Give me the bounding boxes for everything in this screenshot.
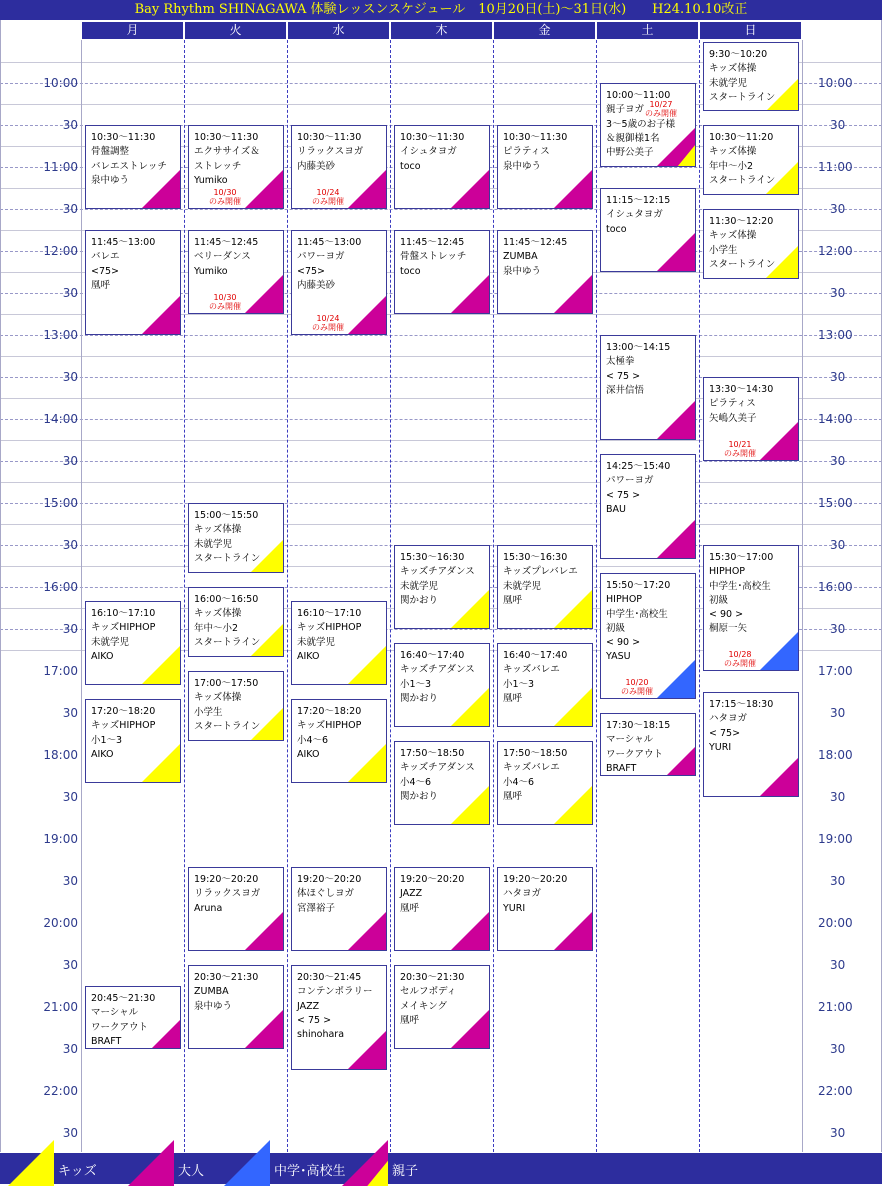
kids-corner-marker: [554, 590, 592, 628]
legend-adult-icon: [128, 1140, 174, 1186]
grid-line: [0, 356, 882, 357]
lesson-text: 17:30～18:15 マーシャル ワークアウト BRAFT: [606, 720, 671, 774]
lesson-text: 17:50～18:50 キッズバレエ 小4～6 凰呼: [503, 748, 568, 802]
lesson-card[interactable]: [394, 643, 490, 727]
lesson-card[interactable]: [291, 699, 387, 783]
time-label: 30: [62, 622, 78, 636]
time-label: 16:00: [43, 580, 78, 594]
adult-corner-marker: [657, 520, 695, 558]
lesson-text: 17:20～18:20 キッズHIPHOP 小4～6 AIKO: [297, 706, 362, 760]
lesson-card[interactable]: [703, 42, 799, 111]
time-label: 30: [62, 706, 78, 720]
lesson-card[interactable]: [85, 601, 181, 685]
grid-line: [0, 335, 882, 336]
lesson-card[interactable]: [703, 209, 799, 279]
kids-corner-marker: [766, 246, 798, 278]
lesson-card[interactable]: [188, 125, 284, 209]
lesson-text: 14:25～15:40 パワーヨガ < 75 > BAU: [606, 461, 671, 515]
lesson-card[interactable]: [188, 503, 284, 573]
one-day-only-note: 10/27 のみ開催: [645, 100, 677, 118]
lesson-card[interactable]: [600, 188, 696, 272]
time-label: 20:00: [818, 916, 853, 930]
lesson-card[interactable]: [497, 741, 593, 825]
lesson-card[interactable]: [497, 545, 593, 629]
time-label: 30: [62, 118, 78, 132]
time-label: 15:00: [818, 496, 853, 510]
time-label: 30: [830, 538, 846, 552]
lesson-card[interactable]: [85, 699, 181, 783]
kids-corner-marker: [142, 646, 180, 684]
time-label: 30: [830, 1126, 846, 1140]
time-label: 30: [62, 538, 78, 552]
adult-corner-marker: [667, 747, 695, 775]
lesson-text: 20:30～21:45 コンテンポラリー JAZZ < 75 > shinohara: [297, 972, 373, 1041]
legend-label: キッズ: [58, 1164, 97, 1179]
lesson-text: 20:30～21:30 ZUMBA 泉中ゆう: [194, 972, 259, 1012]
lesson-text: 10:30～11:30 ピラティス 泉中ゆう: [503, 132, 568, 172]
kids-corner-marker: [767, 79, 798, 110]
adult-corner-marker: [554, 912, 592, 950]
kids-corner-marker: [251, 708, 283, 740]
lesson-card[interactable]: [703, 377, 799, 461]
lesson-text: 16:40～17:40 キッズバレエ 小1～3 凰呼: [503, 650, 568, 704]
time-label: 30: [62, 202, 78, 216]
time-label: 30: [830, 454, 846, 468]
lesson-text: 15:30～17:00 HIPHOP 中学生･高校生 初級 < 90 > 桐原一矢: [709, 552, 774, 635]
column-line: [81, 40, 82, 1152]
lesson-card[interactable]: [291, 230, 387, 335]
kids-corner-marker: [251, 540, 283, 572]
lesson-text: 16:40～17:40 キッズチアダンス 小1～3 関かおり: [400, 650, 475, 704]
time-label: 30: [62, 286, 78, 300]
column-line: [493, 40, 494, 1152]
time-label: 30: [830, 1042, 846, 1056]
one-day-only-note: 10/21 のみ開催: [724, 440, 756, 458]
adult-corner-marker: [451, 912, 489, 950]
lesson-card[interactable]: [394, 230, 490, 314]
lesson-card[interactable]: [188, 965, 284, 1049]
one-day-only-note: 10/30 のみ開催: [209, 293, 241, 311]
page-title: Bay Rhythm SHINAGAWA 体験レッスンスケジュール 10月20日(土)～31日(水) H24.10.10改正: [134, 2, 748, 17]
time-label: 30: [62, 790, 78, 804]
day-header: 火: [185, 22, 286, 39]
time-label: 30: [62, 1042, 78, 1056]
lesson-text: 15:50～17:20 HIPHOP 中学生･高校生 初級 < 90 > YASU: [606, 580, 671, 663]
lesson-card[interactable]: [188, 587, 284, 657]
kids-corner-marker: [348, 646, 386, 684]
lesson-card[interactable]: [600, 335, 696, 440]
time-label: 30: [830, 370, 846, 384]
lesson-card[interactable]: [394, 545, 490, 629]
time-label: 21:00: [818, 1000, 853, 1014]
lesson-text: 10:30～11:30 リラックスヨガ 内藤美砂: [297, 132, 364, 172]
lesson-card[interactable]: [394, 867, 490, 951]
adult-corner-marker: [554, 170, 592, 208]
time-label: 30: [62, 454, 78, 468]
lesson-card[interactable]: [703, 692, 799, 797]
lesson-text: 19:20～20:20 ハタヨガ YURI: [503, 874, 568, 914]
day-header: 日: [700, 22, 801, 39]
lesson-card[interactable]: [394, 965, 490, 1049]
time-label: 30: [830, 790, 846, 804]
adult-corner-marker: [657, 401, 695, 439]
lesson-text: 13:00～14:15 太極拳 < 75 > 深井信悟: [606, 342, 671, 396]
time-label: 13:00: [818, 328, 853, 342]
grid-line: [0, 524, 882, 525]
time-label: 30: [830, 958, 846, 972]
time-label: 30: [830, 118, 846, 132]
lesson-card[interactable]: [600, 573, 696, 699]
time-label: 10:00: [818, 76, 853, 90]
lesson-text: 15:30～16:30 キッズチアダンス 未就学児 関かおり: [400, 552, 475, 606]
column-line: [596, 40, 597, 1152]
time-label: 13:00: [43, 328, 78, 342]
lesson-card[interactable]: [703, 125, 799, 195]
time-label: 11:00: [818, 160, 853, 174]
time-label: 30: [830, 286, 846, 300]
time-label: 30: [62, 874, 78, 888]
time-label: 12:00: [818, 244, 853, 258]
kids-corner-marker: [451, 786, 489, 824]
time-label: 17:00: [818, 664, 853, 678]
lesson-text: 13:30～14:30 ピラティス 矢嶋久美子: [709, 384, 774, 424]
lesson-card[interactable]: [188, 671, 284, 741]
adult-corner-marker: [657, 233, 695, 271]
lesson-card[interactable]: [85, 125, 181, 209]
lesson-text: 16:00～16:50 キッズ体操 年中～小2 スタートライン: [194, 594, 261, 648]
kids-corner-marker: [766, 162, 798, 194]
one-day-only-note: 10/28 のみ開催: [724, 650, 756, 668]
lesson-text: 11:30～12:20 キッズ体操 小学生 スタートライン: [709, 216, 776, 270]
day-header: 月: [82, 22, 183, 39]
time-label: 30: [62, 1126, 78, 1140]
time-label: 18:00: [43, 748, 78, 762]
lesson-text: 11:45～12:45 ベリーダンス Yumiko: [194, 237, 259, 277]
lesson-text: 10:30～11:20 キッズ体操 年中～小2 スタートライン: [709, 132, 776, 186]
adult-corner-marker: [348, 912, 386, 950]
adult-corner-marker: [554, 275, 592, 313]
lesson-text: 10:30～11:30 骨盤調整 バレエストレッチ 泉中ゆう: [91, 132, 167, 186]
time-label: 22:00: [43, 1084, 78, 1098]
one-day-only-note: 10/30 のみ開催: [209, 188, 241, 206]
lesson-card[interactable]: [188, 867, 284, 951]
lesson-card[interactable]: [497, 230, 593, 314]
lesson-card[interactable]: [291, 965, 387, 1070]
time-label: 20:00: [43, 916, 78, 930]
lesson-text: 16:10～17:10 キッズHIPHOP 未就学児 AIKO: [91, 608, 156, 662]
lesson-card[interactable]: [85, 230, 181, 335]
column-line: [184, 40, 185, 1152]
adult-corner-marker: [348, 1031, 386, 1069]
time-label: 30: [62, 370, 78, 384]
lesson-text: 19:20～20:20 JAZZ 凰呼: [400, 874, 465, 914]
time-label: 10:00: [43, 76, 78, 90]
time-label: 15:00: [43, 496, 78, 510]
lesson-text: 15:00～15:50 キッズ体操 未就学児 スタートライン: [194, 510, 261, 564]
lesson-text: 10:00～11:00 親子ヨガ 3～5歳のお子様 ＆親御様1名 中野公美子: [606, 90, 676, 159]
lesson-card[interactable]: [703, 545, 799, 671]
time-label: 30: [830, 874, 846, 888]
legend-kids-icon: [8, 1140, 54, 1186]
lesson-card[interactable]: [497, 643, 593, 727]
column-line: [287, 40, 288, 1152]
lesson-text: 11:45～12:45 骨盤ストレッチ toco: [400, 237, 467, 277]
time-label: 30: [830, 706, 846, 720]
kids-corner-marker: [142, 744, 180, 782]
lesson-text: 17:15～18:30 ハタヨガ < 75> YURI: [709, 699, 774, 753]
lesson-card[interactable]: [497, 867, 593, 951]
lesson-text: 15:30～16:30 キッズプレバレエ 未就学児 凰呼: [503, 552, 578, 606]
adult-corner-marker: [451, 1010, 489, 1048]
adult-corner-marker: [451, 170, 489, 208]
grid-line: [0, 482, 882, 483]
column-line: [699, 40, 700, 1152]
adult-corner-marker: [245, 912, 283, 950]
time-label: 30: [830, 202, 846, 216]
kids-corner-marker: [554, 688, 592, 726]
adult-corner-marker: [245, 1010, 283, 1048]
time-label: 19:00: [818, 832, 853, 846]
kids-corner-marker: [451, 590, 489, 628]
lesson-card[interactable]: [600, 713, 696, 776]
lesson-card[interactable]: [85, 986, 181, 1049]
day-header: 土: [597, 22, 698, 39]
time-label: 14:00: [43, 412, 78, 426]
lesson-text: 11:45～13:00 パワーヨガ <75> 内藤美砂: [297, 237, 362, 291]
kids-corner-marker: [348, 744, 386, 782]
day-header: 金: [494, 22, 595, 39]
lesson-card[interactable]: [291, 867, 387, 951]
lesson-card[interactable]: [291, 125, 387, 209]
lesson-card[interactable]: [600, 454, 696, 559]
grid-line: [0, 461, 882, 462]
lesson-text: 10:30～11:30 エクササイズ＆ ストレッチ Yumiko: [194, 132, 260, 186]
column-line: [390, 40, 391, 1152]
column-line: [802, 40, 803, 1152]
time-label: 14:00: [818, 412, 853, 426]
lesson-text: 19:20～20:20 リラックスヨガ Aruna: [194, 874, 261, 914]
lesson-text: 11:45～12:45 ZUMBA 泉中ゆう: [503, 237, 568, 277]
adult-corner-marker: [451, 275, 489, 313]
time-label: 18:00: [818, 748, 853, 762]
lesson-text: 17:20～18:20 キッズHIPHOP 小1～3 AIKO: [91, 706, 156, 760]
lesson-text: 17:00～17:50 キッズ体操 小学生 スタートライン: [194, 678, 261, 732]
kids-corner-marker: [251, 624, 283, 656]
time-label: 21:00: [43, 1000, 78, 1014]
lesson-card[interactable]: [394, 741, 490, 825]
legend-label: 大人: [178, 1164, 205, 1179]
lesson-text: 10:30～11:30 イシュタヨガ toco: [400, 132, 465, 172]
one-day-only-note: 10/24 のみ開催: [312, 314, 344, 332]
time-label: 22:00: [818, 1084, 853, 1098]
lesson-card[interactable]: [497, 125, 593, 209]
lesson-text: 9:30～10:20 キッズ体操 未就学児 スタートライン: [709, 49, 776, 103]
time-label: 30: [830, 622, 846, 636]
kids-corner-marker: [451, 688, 489, 726]
time-label: 30: [62, 958, 78, 972]
day-header: 水: [288, 22, 389, 39]
lesson-card[interactable]: [188, 230, 284, 314]
lesson-text: 17:50～18:50 キッズチアダンス 小4～6 関かおり: [400, 748, 475, 802]
kids-corner-marker: [554, 786, 592, 824]
time-label: 16:00: [818, 580, 853, 594]
lesson-card[interactable]: [291, 601, 387, 685]
legend-family-icon: [342, 1140, 388, 1186]
one-day-only-note: 10/24 のみ開催: [312, 188, 344, 206]
adult-corner-marker: [142, 170, 180, 208]
lesson-card[interactable]: [600, 83, 696, 167]
adult-corner-marker: [152, 1020, 180, 1048]
time-label: 11:00: [43, 160, 78, 174]
adult-corner-marker: [760, 758, 798, 796]
legend-teen-icon: [224, 1140, 270, 1186]
one-day-only-note: 10/20 のみ開催: [621, 678, 653, 696]
lesson-text: 16:10～17:10 キッズHIPHOP 未就学児 AIKO: [297, 608, 362, 662]
lesson-text: 11:15～12:15 イシュタヨガ toco: [606, 195, 671, 235]
grid-line: [0, 503, 882, 504]
day-header: 木: [391, 22, 492, 39]
adult-corner-marker: [142, 296, 180, 334]
time-label: 12:00: [43, 244, 78, 258]
lesson-card[interactable]: [394, 125, 490, 209]
legend-label: 中学･高校生: [274, 1164, 346, 1179]
lesson-text: 20:30～21:30 セルフボディ メイキング 凰呼: [400, 972, 465, 1026]
time-label: 17:00: [43, 664, 78, 678]
lesson-text: 19:20～20:20 体ほぐしヨガ 宮澤裕子: [297, 874, 362, 914]
lesson-text: 11:45～13:00 バレエ <75> 凰呼: [91, 237, 156, 291]
grid-border: [0, 20, 1, 1152]
time-label: 19:00: [43, 832, 78, 846]
family-corner-marker: [657, 128, 695, 166]
legend-label: 親子: [392, 1164, 419, 1179]
lesson-text: 20:45～21:30 マーシャル ワークアウト BRAFT: [91, 993, 156, 1047]
